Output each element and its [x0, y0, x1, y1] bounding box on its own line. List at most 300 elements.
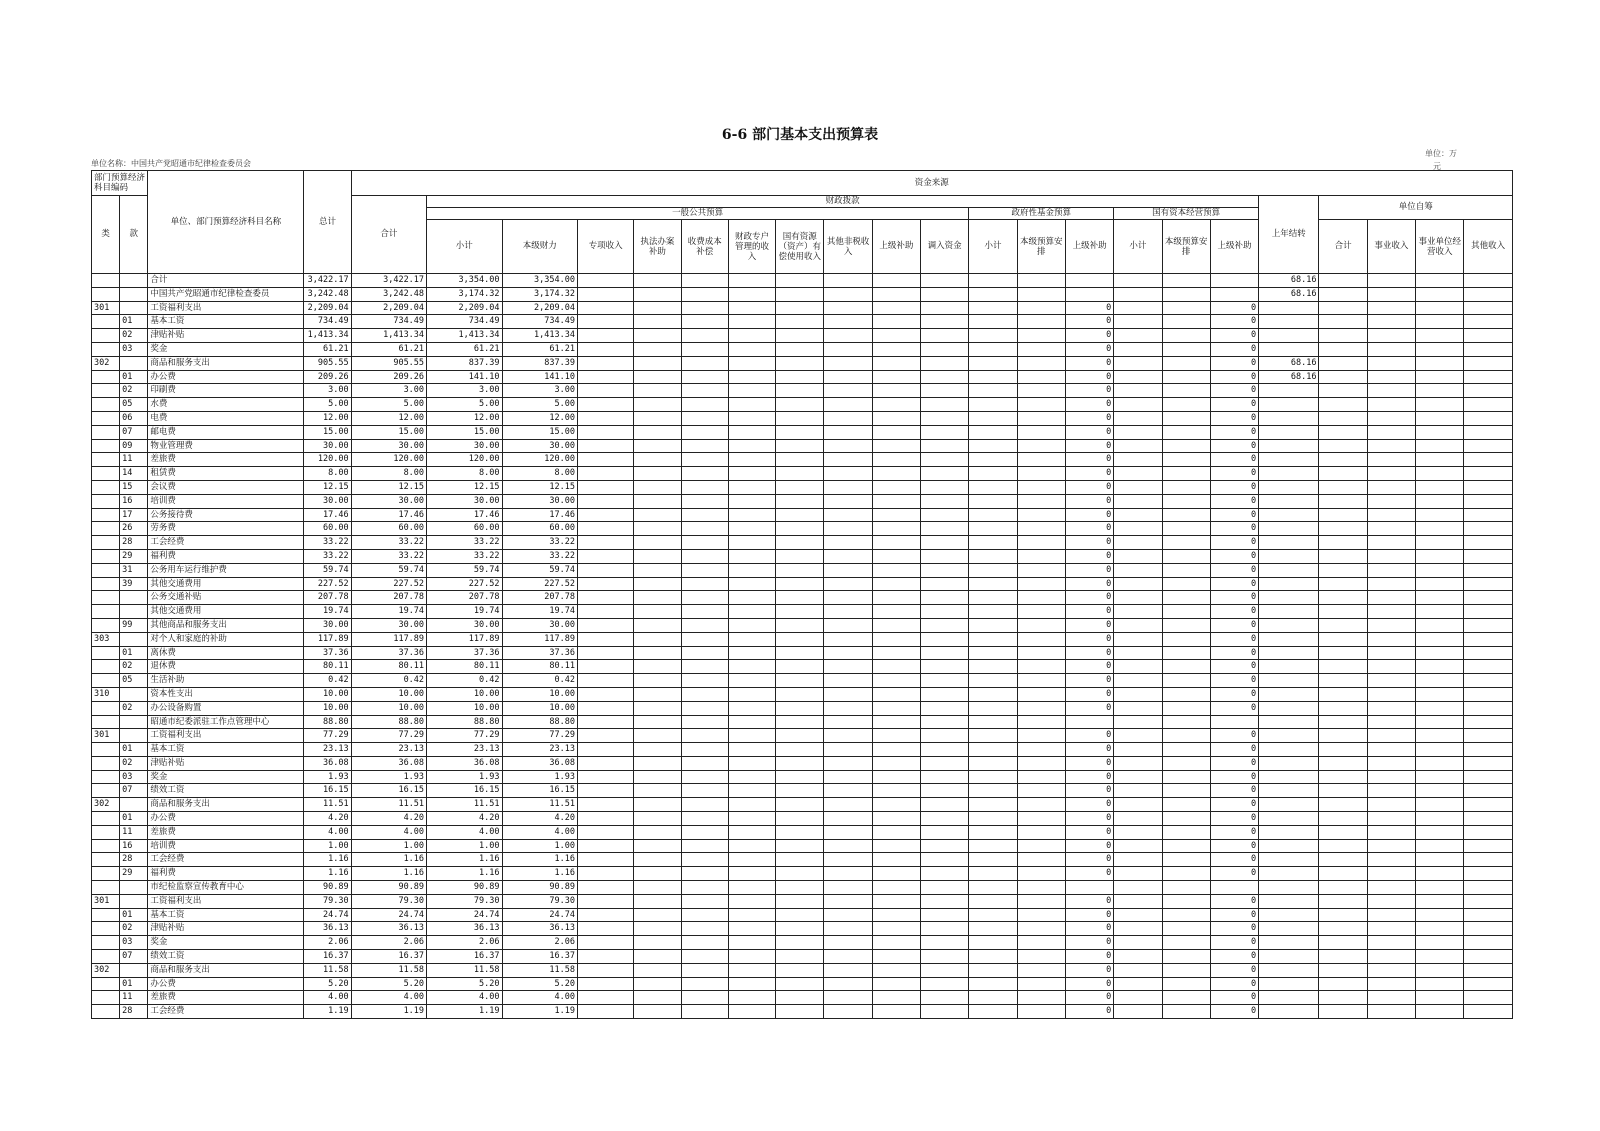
row-kuan: 15 [120, 480, 148, 494]
row-lei [92, 522, 120, 536]
row-empty-cell [1017, 756, 1065, 770]
row-lei [92, 867, 120, 881]
row-empty-cell [1162, 991, 1210, 1005]
row-empty-cell [681, 867, 728, 881]
row-empty-cell [634, 646, 681, 660]
row-fiscal-total: 33.22 [351, 536, 426, 550]
row-name: 中国共产党昭通市纪律检查委员 [148, 287, 304, 301]
row-carryover [1259, 977, 1319, 991]
row-empty-cell [921, 701, 969, 715]
row-empty-cell [681, 756, 728, 770]
row-fiscal-total: 3,422.17 [351, 274, 426, 288]
row-empty-cell [681, 301, 728, 315]
row-empty-cell [634, 384, 681, 398]
row-empty-cell [681, 894, 728, 908]
row-gov-upper: 0 [1065, 384, 1113, 398]
row-name: 邮电费 [148, 425, 304, 439]
row-empty-cell [1114, 674, 1162, 688]
row-fiscal-total: 2,209.04 [351, 301, 426, 315]
row-gen-local: 11.58 [502, 963, 577, 977]
row-sc-upper: 0 [1210, 687, 1258, 701]
row-lei: 302 [92, 798, 120, 812]
row-empty-cell [1114, 867, 1162, 881]
row-gen-subtotal: 11.58 [427, 963, 502, 977]
row-empty-cell [1416, 963, 1464, 977]
row-empty-cell [872, 329, 920, 343]
row-fiscal-total: 88.80 [351, 715, 426, 729]
row-empty-cell [728, 274, 775, 288]
row-empty-cell [921, 839, 969, 853]
row-empty-cell [824, 287, 872, 301]
row-sc-upper: 0 [1210, 963, 1258, 977]
row-empty-cell [872, 411, 920, 425]
row-empty-cell [1367, 632, 1415, 646]
row-empty-cell [824, 480, 872, 494]
row-name: 印刷费 [148, 384, 304, 398]
row-empty-cell [1162, 563, 1210, 577]
row-empty-cell [824, 563, 872, 577]
row-name: 昭通市纪委派驻工作点管理中心 [148, 715, 304, 729]
row-empty-cell [577, 743, 633, 757]
row-total: 11.51 [304, 798, 351, 812]
row-empty-cell [1464, 798, 1513, 812]
row-gov-upper: 0 [1065, 329, 1113, 343]
row-empty-cell [921, 991, 969, 1005]
row-total: 90.89 [304, 881, 351, 895]
row-sc-upper: 0 [1210, 853, 1258, 867]
row-empty-cell [1319, 467, 1367, 481]
row-gen-subtotal: 60.00 [427, 522, 502, 536]
header-gen-fiscal-special: 财政专户管理的收入 [728, 220, 775, 274]
row-empty-cell [1162, 908, 1210, 922]
row-empty-cell [634, 315, 681, 329]
row-empty-cell [969, 908, 1017, 922]
row-carryover [1259, 812, 1319, 826]
row-empty-cell [634, 977, 681, 991]
row-empty-cell [1319, 536, 1367, 550]
row-empty-cell [776, 798, 824, 812]
row-name: 工会经费 [148, 536, 304, 550]
row-empty-cell [824, 632, 872, 646]
row-total: 15.00 [304, 425, 351, 439]
row-empty-cell [872, 356, 920, 370]
row-empty-cell [776, 425, 824, 439]
row-empty-cell [1114, 591, 1162, 605]
row-gen-subtotal: 120.00 [427, 453, 502, 467]
row-empty-cell [1464, 743, 1513, 757]
row-empty-cell [1114, 301, 1162, 315]
row-carryover [1259, 591, 1319, 605]
row-fiscal-total: 1.16 [351, 867, 426, 881]
row-empty-cell [681, 674, 728, 688]
row-empty-cell [1114, 646, 1162, 660]
table-row [92, 467, 1513, 481]
header-fiscal-alloc: 财政拨款 [427, 196, 1259, 208]
row-kuan [120, 287, 148, 301]
row-empty-cell [1017, 425, 1065, 439]
row-carryover [1259, 674, 1319, 688]
row-total: 5.20 [304, 977, 351, 991]
row-empty-cell [1114, 632, 1162, 646]
row-empty-cell [969, 825, 1017, 839]
row-empty-cell [921, 287, 969, 301]
row-empty-cell [872, 936, 920, 950]
row-empty-cell [776, 480, 824, 494]
row-gen-local: 3,174.32 [502, 287, 577, 301]
row-lei [92, 591, 120, 605]
row-empty-cell [1114, 950, 1162, 964]
row-name: 退休费 [148, 660, 304, 674]
row-gov-upper: 0 [1065, 936, 1113, 950]
row-empty-cell [824, 605, 872, 619]
row-empty-cell [728, 908, 775, 922]
row-carryover: 68.16 [1259, 370, 1319, 384]
row-total: 1.16 [304, 867, 351, 881]
row-empty-cell [1162, 963, 1210, 977]
row-empty-cell [577, 549, 633, 563]
row-empty-cell [577, 563, 633, 577]
row-empty-cell [577, 770, 633, 784]
row-kuan [120, 605, 148, 619]
table-row [92, 867, 1513, 881]
row-empty-cell [1367, 356, 1415, 370]
row-sc-upper: 0 [1210, 784, 1258, 798]
row-fiscal-total: 19.74 [351, 605, 426, 619]
row-empty-cell [728, 522, 775, 536]
row-empty-cell [1319, 398, 1367, 412]
row-empty-cell [969, 384, 1017, 398]
row-name: 物业管理费 [148, 439, 304, 453]
row-empty-cell [1017, 812, 1065, 826]
row-empty-cell [1464, 812, 1513, 826]
row-name: 差旅费 [148, 453, 304, 467]
row-gov-upper: 0 [1065, 674, 1113, 688]
table-row [92, 908, 1513, 922]
row-empty-cell [1114, 784, 1162, 798]
row-empty-cell [1367, 894, 1415, 908]
row-lei [92, 329, 120, 343]
row-empty-cell [1114, 687, 1162, 701]
row-gen-subtotal: 61.21 [427, 342, 502, 356]
row-empty-cell [1319, 950, 1367, 964]
organization-name: 单位名称：中国共产党昭通市纪律检查委员会 [91, 159, 251, 168]
row-kuan: 99 [120, 618, 148, 632]
row-empty-cell [681, 687, 728, 701]
row-carryover [1259, 991, 1319, 1005]
row-empty-cell [1017, 963, 1065, 977]
row-lei [92, 825, 120, 839]
row-sc-upper: 0 [1210, 743, 1258, 757]
row-kuan: 01 [120, 812, 148, 826]
row-empty-cell [1416, 812, 1464, 826]
row-total: 30.00 [304, 439, 351, 453]
table-row [92, 674, 1513, 688]
header-self-business: 事业收入 [1367, 220, 1415, 274]
row-gen-subtotal: 30.00 [427, 439, 502, 453]
row-empty-cell [776, 936, 824, 950]
row-carryover [1259, 936, 1319, 950]
row-empty-cell [1114, 425, 1162, 439]
row-gov-upper: 0 [1065, 770, 1113, 784]
row-name: 公务接待费 [148, 508, 304, 522]
row-empty-cell [872, 398, 920, 412]
row-gov-upper: 0 [1065, 646, 1113, 660]
header-gov-fund: 政府性基金预算 [969, 208, 1114, 220]
row-empty-cell [969, 398, 1017, 412]
row-kuan: 07 [120, 784, 148, 798]
row-empty-cell [681, 991, 728, 1005]
row-empty-cell [1017, 950, 1065, 964]
row-sc-upper: 0 [1210, 922, 1258, 936]
row-empty-cell [1162, 894, 1210, 908]
table-row [92, 480, 1513, 494]
row-empty-cell [921, 715, 969, 729]
row-gen-local: 10.00 [502, 701, 577, 715]
table-row [92, 287, 1513, 301]
row-empty-cell [1464, 618, 1513, 632]
row-gen-subtotal: 2,209.04 [427, 301, 502, 315]
row-empty-cell [1114, 1005, 1162, 1019]
row-empty-cell [728, 881, 775, 895]
row-empty-cell [1464, 384, 1513, 398]
row-empty-cell [681, 494, 728, 508]
row-fiscal-total: 734.49 [351, 315, 426, 329]
row-empty-cell [824, 467, 872, 481]
row-empty-cell [824, 715, 872, 729]
row-kuan: 28 [120, 1005, 148, 1019]
row-kuan: 31 [120, 563, 148, 577]
row-empty-cell [776, 812, 824, 826]
row-empty-cell [824, 1005, 872, 1019]
row-empty-cell [969, 274, 1017, 288]
row-empty-cell [1464, 881, 1513, 895]
table-row [92, 991, 1513, 1005]
row-empty-cell [776, 646, 824, 660]
row-lei [92, 439, 120, 453]
row-empty-cell [681, 922, 728, 936]
row-lei [92, 950, 120, 964]
row-empty-cell [1017, 798, 1065, 812]
row-empty-cell [1319, 963, 1367, 977]
row-empty-cell [1114, 563, 1162, 577]
row-empty-cell [634, 687, 681, 701]
row-gen-subtotal: 24.74 [427, 908, 502, 922]
row-empty-cell [728, 936, 775, 950]
row-empty-cell [577, 577, 633, 591]
row-empty-cell [1017, 439, 1065, 453]
row-fiscal-total: 90.89 [351, 881, 426, 895]
row-empty-cell [681, 770, 728, 784]
row-empty-cell [1367, 591, 1415, 605]
row-total: 4.00 [304, 991, 351, 1005]
row-sc-upper: 0 [1210, 301, 1258, 315]
row-empty-cell [728, 411, 775, 425]
row-total: 37.36 [304, 646, 351, 660]
row-empty-cell [921, 853, 969, 867]
row-kuan: 01 [120, 977, 148, 991]
row-empty-cell [921, 563, 969, 577]
row-kuan: 11 [120, 991, 148, 1005]
header-gen-fee: 收费成本补偿 [681, 220, 728, 274]
row-empty-cell [1416, 715, 1464, 729]
row-fiscal-total: 37.36 [351, 646, 426, 660]
row-sc-upper: 0 [1210, 563, 1258, 577]
row-empty-cell [1319, 977, 1367, 991]
row-empty-cell [634, 274, 681, 288]
header-self-operating: 事业单位经营收入 [1416, 220, 1464, 274]
row-total: 77.29 [304, 729, 351, 743]
row-total: 1.00 [304, 839, 351, 853]
table-row [92, 977, 1513, 991]
row-empty-cell [921, 674, 969, 688]
row-kuan [120, 715, 148, 729]
row-empty-cell [776, 398, 824, 412]
row-sc-upper: 0 [1210, 770, 1258, 784]
row-empty-cell [1416, 950, 1464, 964]
row-empty-cell [728, 963, 775, 977]
row-empty-cell [872, 839, 920, 853]
row-empty-cell [872, 674, 920, 688]
row-empty-cell [921, 881, 969, 895]
row-empty-cell [577, 950, 633, 964]
row-empty-cell [921, 425, 969, 439]
row-empty-cell [1319, 618, 1367, 632]
row-sc-upper: 0 [1210, 411, 1258, 425]
row-kuan: 03 [120, 770, 148, 784]
row-carryover [1259, 950, 1319, 964]
row-empty-cell [921, 274, 969, 288]
row-empty-cell [872, 660, 920, 674]
row-sc-upper: 0 [1210, 605, 1258, 619]
row-empty-cell [969, 591, 1017, 605]
row-gen-subtotal: 5.00 [427, 398, 502, 412]
row-gen-subtotal: 19.74 [427, 605, 502, 619]
row-total: 12.00 [304, 411, 351, 425]
row-empty-cell [1017, 453, 1065, 467]
row-carryover [1259, 453, 1319, 467]
row-gen-local: 4.00 [502, 991, 577, 1005]
row-empty-cell [681, 274, 728, 288]
row-empty-cell [969, 743, 1017, 757]
header-self-total: 合计 [1319, 220, 1367, 274]
row-fiscal-total: 4.00 [351, 825, 426, 839]
row-empty-cell [1162, 770, 1210, 784]
row-name: 其他交通费用 [148, 605, 304, 619]
row-empty-cell [681, 839, 728, 853]
row-empty-cell [1162, 467, 1210, 481]
row-kuan: 01 [120, 370, 148, 384]
row-empty-cell [1416, 480, 1464, 494]
row-empty-cell [1319, 729, 1367, 743]
row-empty-cell [1162, 453, 1210, 467]
row-empty-cell [1367, 398, 1415, 412]
row-empty-cell [824, 743, 872, 757]
row-sc-upper: 0 [1210, 729, 1258, 743]
row-empty-cell [1416, 618, 1464, 632]
row-empty-cell [634, 549, 681, 563]
row-empty-cell [728, 674, 775, 688]
row-gov-upper: 0 [1065, 536, 1113, 550]
row-total: 227.52 [304, 577, 351, 591]
table-row [92, 536, 1513, 550]
row-empty-cell [872, 812, 920, 826]
row-empty-cell [681, 605, 728, 619]
row-gen-subtotal: 23.13 [427, 743, 502, 757]
row-fiscal-total: 2.06 [351, 936, 426, 950]
row-empty-cell [634, 453, 681, 467]
row-empty-cell [634, 812, 681, 826]
row-carryover [1259, 508, 1319, 522]
row-lei [92, 991, 120, 1005]
row-empty-cell [1319, 508, 1367, 522]
row-carryover [1259, 756, 1319, 770]
row-empty-cell [1319, 798, 1367, 812]
header-gov-local: 本级预算安排 [1017, 220, 1065, 274]
row-empty-cell [1319, 342, 1367, 356]
row-empty-cell [921, 370, 969, 384]
row-empty-cell [1319, 329, 1367, 343]
row-empty-cell [634, 577, 681, 591]
row-empty-cell [776, 784, 824, 798]
row-total: 88.80 [304, 715, 351, 729]
row-empty-cell [1017, 536, 1065, 550]
row-gen-local: 79.30 [502, 894, 577, 908]
row-empty-cell [1017, 977, 1065, 991]
row-empty-cell [824, 660, 872, 674]
row-lei [92, 398, 120, 412]
row-carryover [1259, 342, 1319, 356]
row-sc-upper: 0 [1210, 425, 1258, 439]
row-kuan: 29 [120, 867, 148, 881]
row-empty-cell [1367, 342, 1415, 356]
row-empty-cell [1114, 743, 1162, 757]
row-carryover [1259, 715, 1319, 729]
row-gen-subtotal: 837.39 [427, 356, 502, 370]
row-empty-cell [1319, 549, 1367, 563]
row-empty-cell [776, 715, 824, 729]
header-gen-subtotal: 小计 [427, 220, 502, 274]
row-empty-cell [728, 729, 775, 743]
row-lei [92, 881, 120, 895]
row-empty-cell [1367, 674, 1415, 688]
row-fiscal-total: 36.13 [351, 922, 426, 936]
row-gen-subtotal: 4.20 [427, 812, 502, 826]
row-fiscal-total: 227.52 [351, 577, 426, 591]
row-name: 福利费 [148, 549, 304, 563]
row-empty-cell [1416, 853, 1464, 867]
row-empty-cell [1114, 618, 1162, 632]
row-fiscal-total: 30.00 [351, 439, 426, 453]
row-empty-cell [1162, 494, 1210, 508]
row-empty-cell [681, 370, 728, 384]
row-empty-cell [1162, 384, 1210, 398]
row-empty-cell [1464, 936, 1513, 950]
row-empty-cell [1162, 425, 1210, 439]
row-empty-cell [1464, 991, 1513, 1005]
row-empty-cell [1464, 908, 1513, 922]
row-empty-cell [776, 950, 824, 964]
row-gen-subtotal: 1.16 [427, 853, 502, 867]
row-empty-cell [1114, 770, 1162, 784]
row-empty-cell [1319, 384, 1367, 398]
row-lei [92, 411, 120, 425]
row-empty-cell [921, 549, 969, 563]
row-empty-cell [776, 853, 824, 867]
row-empty-cell [1416, 453, 1464, 467]
row-empty-cell [872, 701, 920, 715]
row-empty-cell [634, 770, 681, 784]
row-empty-cell [776, 591, 824, 605]
